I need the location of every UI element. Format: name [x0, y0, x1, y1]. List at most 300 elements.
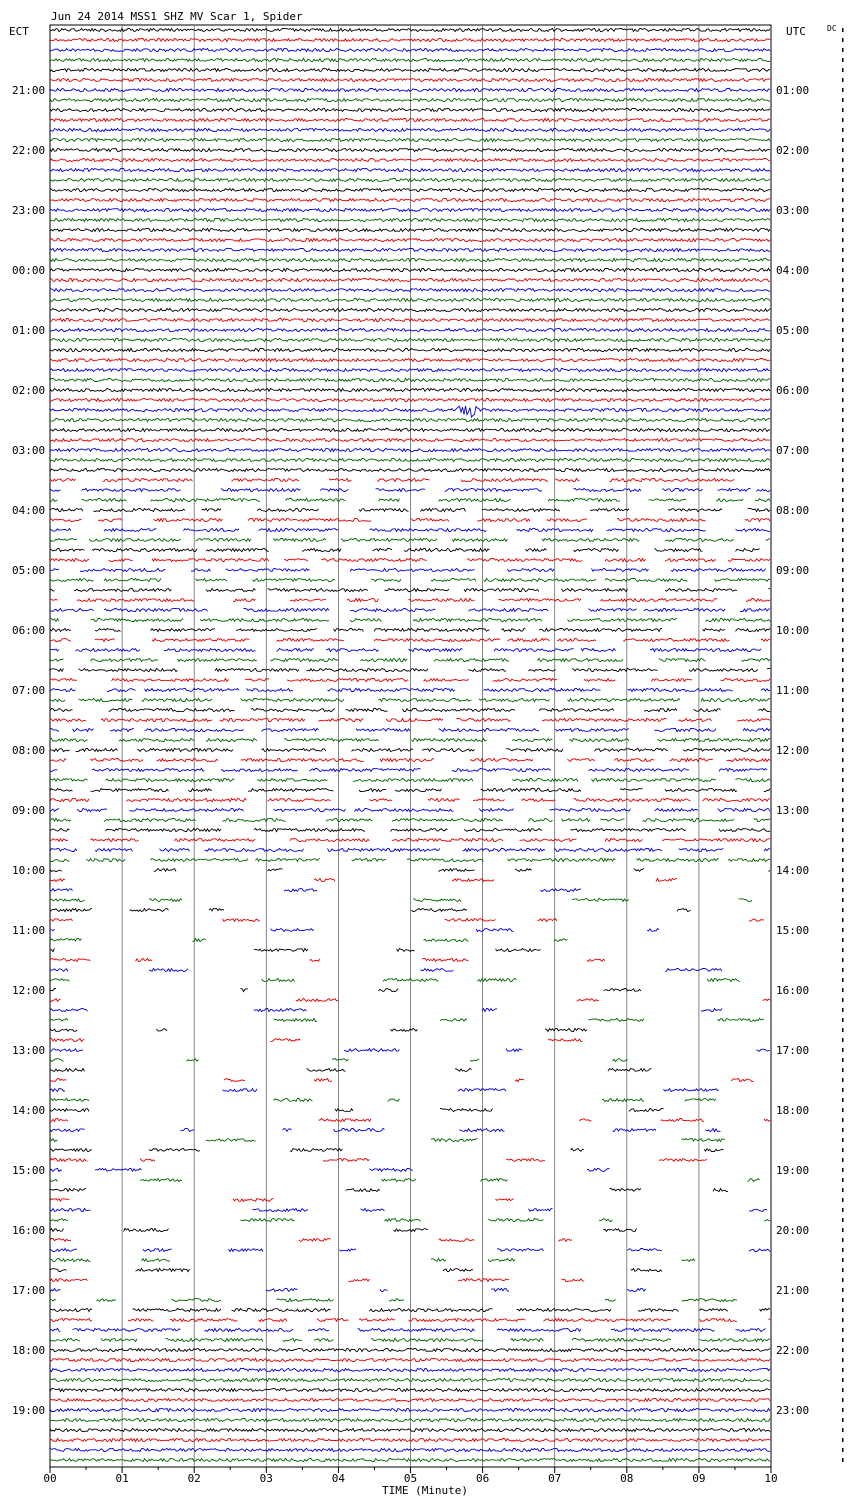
dc-marker: [842, 578, 844, 582]
dc-marker: [842, 868, 844, 872]
trace-line: [50, 148, 770, 151]
dc-marker: [842, 818, 844, 822]
dc-marker: [842, 788, 844, 792]
right-hour-label: 05:00: [776, 324, 810, 337]
trace-line: [50, 1288, 646, 1291]
dc-marker: [842, 1088, 844, 1092]
dc-marker: [842, 148, 844, 152]
dc-marker: [842, 988, 844, 992]
dc-marker: [842, 498, 844, 502]
dc-marker: [842, 248, 844, 252]
trace-line: [50, 858, 770, 861]
dc-marker: [842, 598, 844, 602]
trace-line: [50, 468, 770, 471]
dc-marker: [842, 208, 844, 212]
trace-line: [50, 318, 770, 321]
dc-marker: [842, 1188, 844, 1192]
dc-marker: [842, 448, 844, 452]
left-axis-label: ECT: [9, 25, 29, 38]
trace-line: [50, 28, 770, 31]
trace-line: [50, 908, 691, 911]
dc-marker: [842, 1348, 844, 1352]
left-hour-label: 07:00: [12, 684, 46, 697]
dc-marker: [842, 218, 844, 222]
dc-marker: [842, 778, 844, 782]
dc-marker: [842, 358, 844, 362]
right-hour-label: 18:00: [776, 1104, 810, 1117]
trace-line: [50, 338, 770, 341]
dc-marker: [842, 378, 844, 382]
trace-line: [50, 478, 734, 481]
dc-marker: [842, 1098, 844, 1102]
trace-line: [50, 406, 770, 417]
dc-marker: [842, 1128, 844, 1132]
trace-line: [50, 358, 770, 361]
left-hour-label: 18:00: [12, 1344, 46, 1357]
left-hour-label: 06:00: [12, 624, 46, 637]
dc-marker: [842, 948, 844, 952]
dc-marker: [842, 1118, 844, 1122]
dc-marker: [842, 838, 844, 842]
trace-line: [50, 1049, 770, 1052]
trace-line: [50, 1228, 637, 1231]
dc-marker: [842, 968, 844, 972]
right-hour-label: 02:00: [776, 144, 810, 157]
dc-marker: [842, 648, 844, 652]
dc-marker: [842, 1428, 844, 1432]
dc-marker: [842, 338, 844, 342]
left-hour-label: 00:00: [12, 264, 46, 277]
trace-line: [50, 538, 770, 541]
dc-marker: [842, 1168, 844, 1172]
trace-line: [50, 498, 770, 501]
dc-marker: [842, 538, 844, 542]
trace-line: [50, 768, 767, 771]
dc-marker: [842, 588, 844, 592]
trace-line: [50, 1258, 695, 1261]
dc-marker: [842, 888, 844, 892]
right-hour-label: 22:00: [776, 1344, 810, 1357]
dc-marker: [842, 368, 844, 372]
right-hour-label: 23:00: [776, 1404, 810, 1417]
trace-line: [50, 98, 770, 101]
trace-line: [50, 708, 770, 711]
dc-marker: [842, 388, 844, 392]
dc-marker: [842, 1368, 844, 1372]
dc-marker: [842, 638, 844, 642]
left-hour-label: 12:00: [12, 984, 46, 997]
dc-marker: [842, 808, 844, 812]
right-hour-label: 16:00: [776, 984, 810, 997]
left-hour-label: 04:00: [12, 504, 46, 517]
trace-line: [50, 798, 770, 801]
right-hour-label: 03:00: [776, 204, 810, 217]
trace-line: [50, 428, 770, 431]
dc-marker: [842, 408, 844, 412]
left-hour-label: 05:00: [12, 564, 46, 577]
dc-marker: [842, 488, 844, 492]
dc-marker: [842, 1388, 844, 1392]
trace-line: [50, 108, 770, 111]
trace-line: [50, 398, 770, 401]
trace-line: [50, 698, 770, 701]
trace-line: [50, 728, 770, 731]
dc-marker: [842, 28, 844, 32]
dc-marker: [842, 708, 844, 712]
left-hour-label: 01:00: [12, 324, 46, 337]
trace-line: [50, 298, 770, 301]
trace-line: [50, 1438, 770, 1441]
right-hour-label: 14:00: [776, 864, 810, 877]
right-hour-label: 06:00: [776, 384, 810, 397]
trace-line: [50, 1089, 719, 1092]
dc-marker: [842, 1018, 844, 1022]
dc-marker: [842, 858, 844, 862]
dc-marker: [842, 328, 844, 332]
dc-marker: [842, 1058, 844, 1062]
trace-line: [50, 1008, 722, 1011]
dc-marker: [842, 438, 844, 442]
trace-line: [50, 1358, 770, 1361]
dc-marker: [842, 1318, 844, 1322]
dc-marker: [842, 528, 844, 532]
trace-line: [50, 608, 770, 611]
trace-line: [50, 1318, 770, 1321]
trace-line: [50, 658, 770, 661]
trace-line: [50, 918, 764, 921]
trace-line: [50, 1338, 770, 1341]
right-hour-label: 04:00: [776, 264, 810, 277]
trace-line: [50, 178, 770, 181]
dc-marker: [842, 138, 844, 142]
left-hour-label: 22:00: [12, 144, 46, 157]
trace-line: [50, 1328, 766, 1331]
dc-marker: [842, 1208, 844, 1212]
dc-marker: [842, 738, 844, 742]
dc-marker: [842, 1218, 844, 1222]
trace-line: [50, 1279, 584, 1282]
left-hour-label: 03:00: [12, 444, 46, 457]
trace-line: [50, 368, 770, 371]
corner-label: DC: [827, 24, 837, 33]
left-hour-label: 11:00: [12, 924, 46, 937]
trace-line: [50, 938, 568, 941]
trace-line: [50, 978, 740, 981]
trace-line: [50, 828, 770, 831]
dc-marker: [842, 1268, 844, 1272]
dc-marker: [842, 718, 844, 722]
trace-line: [50, 1368, 770, 1371]
trace-line: [50, 1248, 770, 1251]
dc-marker: [842, 608, 844, 612]
dc-marker: [842, 278, 844, 282]
trace-line: [50, 1068, 652, 1071]
dc-marker: [842, 1178, 844, 1182]
dc-marker: [842, 1048, 844, 1052]
trace-line: [50, 948, 541, 951]
dc-marker: [842, 78, 844, 82]
dc-marker: [842, 168, 844, 172]
dc-marker: [842, 1278, 844, 1282]
dc-marker: [842, 1138, 844, 1142]
dc-marker: [842, 1238, 844, 1242]
trace-line: [50, 448, 770, 451]
x-tick-label: 07: [548, 1472, 562, 1485]
trace-line: [50, 998, 770, 1001]
dc-marker: [842, 928, 844, 932]
trace-line: [50, 778, 770, 781]
x-axis-label: TIME (Minute): [381, 1484, 469, 1497]
trace-line: [50, 678, 770, 681]
dc-marker: [842, 918, 844, 922]
trace-line: [50, 1218, 770, 1221]
trace-line: [50, 879, 677, 882]
right-hour-label: 10:00: [776, 624, 810, 637]
trace-line: [50, 268, 770, 271]
trace-line: [50, 1158, 707, 1161]
dc-marker: [842, 1158, 844, 1162]
trace-line: [50, 758, 770, 761]
dc-marker: [842, 398, 844, 402]
left-hour-label: 08:00: [12, 744, 46, 757]
trace-line: [50, 308, 770, 311]
trace-line: [50, 628, 770, 631]
dc-marker: [842, 1358, 844, 1362]
trace-line: [50, 638, 770, 641]
dc-marker: [842, 1068, 844, 1072]
dc-marker: [842, 108, 844, 112]
dc-marker: [842, 478, 844, 482]
trace-line: [50, 738, 770, 741]
left-hour-label: 17:00: [12, 1284, 46, 1297]
trace-line: [50, 1268, 662, 1271]
trace-line: [50, 68, 770, 71]
x-tick-label: 06: [475, 1472, 490, 1485]
trace-line: [50, 1018, 764, 1021]
dc-marker: [842, 348, 844, 352]
trace-line: [50, 808, 770, 811]
x-tick-label: 03: [259, 1472, 273, 1485]
dc-marker: [842, 668, 844, 672]
dc-marker: [842, 1108, 844, 1112]
trace-line: [50, 1378, 770, 1381]
trace-line: [50, 228, 770, 231]
left-hour-label: 23:00: [12, 204, 46, 217]
dc-marker: [842, 58, 844, 62]
right-hour-label: 19:00: [776, 1164, 810, 1177]
dc-marker: [842, 1198, 844, 1202]
left-hour-label: 09:00: [12, 804, 46, 817]
x-tick-label: 02: [187, 1472, 201, 1485]
dc-marker: [842, 938, 844, 942]
dc-marker: [842, 228, 844, 232]
dc-marker: [842, 1418, 844, 1422]
trace-line: [50, 508, 770, 511]
trace-line: [50, 158, 770, 161]
left-hour-label: 10:00: [12, 864, 46, 877]
dc-marker: [842, 828, 844, 832]
dc-marker: [842, 508, 844, 512]
x-tick-label: 01: [115, 1472, 129, 1485]
dc-marker: [842, 978, 844, 982]
x-tick-label: 08: [620, 1472, 634, 1485]
trace-line: [50, 548, 760, 551]
trace-line: [50, 218, 770, 221]
right-hour-label: 15:00: [776, 924, 810, 937]
dc-marker: [842, 268, 844, 272]
trace-line: [50, 818, 770, 821]
x-tick-label: 05: [403, 1472, 418, 1485]
trace-line: [50, 348, 770, 351]
trace-line: [50, 898, 752, 901]
trace-line: [50, 138, 770, 141]
trace-line: [50, 1348, 770, 1351]
dc-marker: [842, 728, 844, 732]
x-tick-label: 00: [43, 1472, 57, 1485]
dc-marker: [842, 908, 844, 912]
dc-marker: [842, 998, 844, 1002]
left-hour-label: 21:00: [12, 84, 46, 97]
dc-marker: [842, 628, 844, 632]
dc-marker: [842, 318, 844, 322]
dc-marker: [842, 548, 844, 552]
trace-line: [50, 88, 770, 91]
dc-marker: [842, 178, 844, 182]
trace-line: [50, 458, 770, 461]
dc-marker: [842, 1288, 844, 1292]
dc-marker: [842, 748, 844, 752]
dc-marker: [842, 298, 844, 302]
trace-line: [50, 198, 770, 201]
trace-line: [50, 168, 770, 171]
dc-marker: [842, 308, 844, 312]
dc-marker: [842, 468, 844, 472]
trace-line: [50, 38, 770, 41]
dc-marker: [842, 98, 844, 102]
trace-line: [50, 1208, 767, 1211]
trace-line: [50, 1398, 770, 1401]
trace-line: [50, 1408, 770, 1411]
trace-line: [50, 388, 770, 391]
trace-line: [50, 1118, 770, 1121]
dc-marker: [842, 1448, 844, 1452]
left-hour-label: 02:00: [12, 384, 46, 397]
dc-marker: [842, 1258, 844, 1262]
dc-marker: [842, 118, 844, 122]
dc-marker: [842, 1378, 844, 1382]
left-hour-label: 13:00: [12, 1044, 46, 1057]
trace-line: [50, 438, 770, 441]
trace-line: [50, 238, 770, 241]
dc-marker: [842, 898, 844, 902]
dc-marker: [842, 848, 844, 852]
dc-marker: [842, 758, 844, 762]
right-axis-label: UTC: [786, 25, 806, 38]
dc-marker: [842, 1228, 844, 1232]
trace-line: [50, 558, 770, 561]
dc-marker: [842, 1008, 844, 1012]
right-hour-label: 17:00: [776, 1044, 810, 1057]
dc-marker: [842, 878, 844, 882]
trace-line: [50, 518, 770, 521]
dc-marker: [842, 768, 844, 772]
dc-marker: [842, 568, 844, 572]
trace-line: [50, 248, 770, 251]
trace-line: [50, 1458, 770, 1461]
dc-marker: [842, 238, 844, 242]
trace-line: [50, 278, 770, 281]
right-hour-label: 01:00: [776, 84, 810, 97]
trace-line: [50, 848, 770, 851]
trace-line: [50, 78, 770, 81]
trace-line: [50, 838, 770, 841]
trace-line: [50, 1148, 724, 1151]
left-hour-label: 15:00: [12, 1164, 46, 1177]
trace-line: [50, 718, 770, 721]
trace-line: [50, 889, 581, 892]
trace-line: [50, 1139, 725, 1142]
right-hour-label: 13:00: [776, 804, 810, 817]
trace-line: [50, 578, 770, 581]
trace-line: [50, 418, 770, 421]
trace-line: [50, 788, 770, 791]
dc-marker: [842, 618, 844, 622]
right-hour-label: 12:00: [776, 744, 810, 757]
trace-line: [50, 618, 770, 621]
trace-line: [50, 688, 770, 691]
dc-marker: [842, 1338, 844, 1342]
right-hour-label: 21:00: [776, 1284, 810, 1297]
trace-line: [50, 1388, 770, 1391]
dc-marker: [842, 1078, 844, 1082]
dc-marker: [842, 1248, 844, 1252]
dc-marker: [842, 1038, 844, 1042]
trace-line: [50, 128, 770, 131]
dc-marker: [842, 688, 844, 692]
dc-marker: [842, 88, 844, 92]
trace-line: [50, 868, 770, 871]
right-hour-label: 07:00: [776, 444, 810, 457]
right-hour-label: 08:00: [776, 504, 810, 517]
trace-line: [50, 968, 722, 971]
trace-line: [50, 118, 770, 121]
trace-line: [50, 258, 770, 261]
trace-line: [50, 748, 770, 751]
left-hour-label: 14:00: [12, 1104, 46, 1117]
dc-marker: [842, 698, 844, 702]
trace-line: [50, 1188, 728, 1191]
trace-line: [50, 1179, 760, 1182]
dc-marker: [842, 658, 844, 662]
dc-marker: [842, 418, 844, 422]
dc-marker: [842, 198, 844, 202]
dc-marker: [842, 48, 844, 52]
dc-marker: [842, 1398, 844, 1402]
trace-line: [50, 929, 659, 932]
trace-line: [50, 588, 770, 591]
trace-line: [50, 1308, 770, 1311]
trace-line: [50, 58, 770, 61]
trace-line: [50, 1039, 583, 1042]
trace-line: [50, 958, 605, 961]
dc-marker: [842, 1438, 844, 1442]
dc-marker: [842, 558, 844, 562]
trace-line: [50, 1238, 572, 1241]
trace-line: [50, 378, 770, 381]
trace-line: [50, 989, 641, 992]
dc-marker: [842, 1408, 844, 1412]
dc-marker: [842, 1298, 844, 1302]
